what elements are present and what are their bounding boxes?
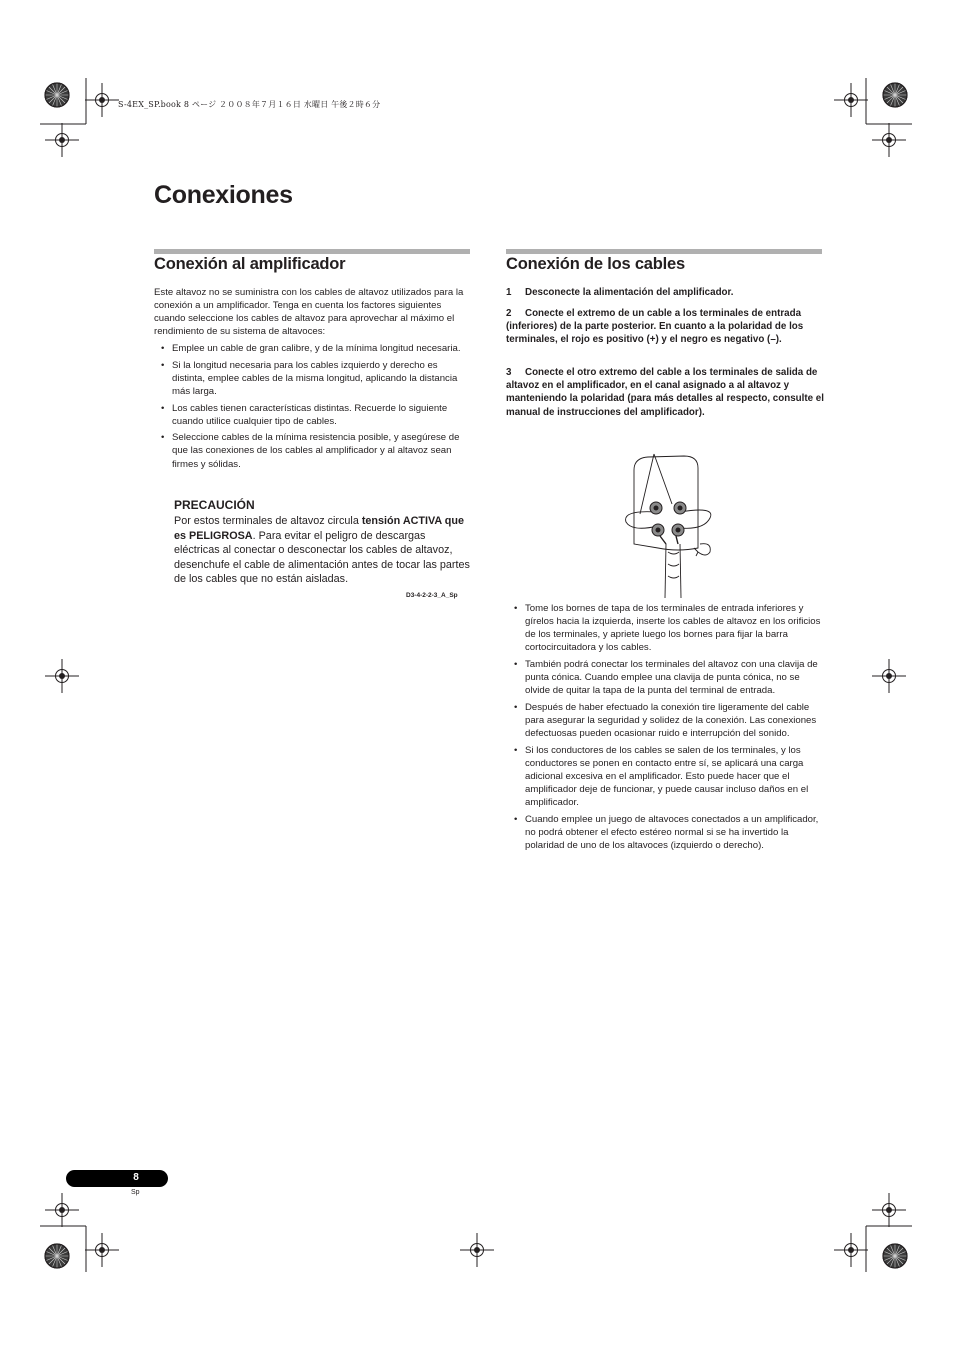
caution-heading: PRECAUCIÓN xyxy=(174,498,255,512)
step-number: 2 xyxy=(506,308,512,319)
page-title: Conexiones xyxy=(154,181,293,209)
list-item: • Los cables tienen características distintas. Recuerde lo siguiente cuando utilice cualquier tipo de cables. xyxy=(154,402,472,428)
list-item: • Emplee un cable de gran calibre, y de la mínima longitud necesaria. xyxy=(154,342,472,355)
step-text: Conecte el extremo de un cable a los terminales de entrada (inferiores) de la parte posterior. En cuanto a la polaridad de los terminales, el rojo es positivo (+) y el negro es negativo (–). xyxy=(506,308,804,346)
step-1 xyxy=(506,286,824,299)
list-item: • Cuando emplee un juego de altavoces conectados a un amplificador, no podrá obtener el efecto estéreo normal si se ha invertido la polaridad de uno de los altavoces (izquierdo o derecho). xyxy=(507,813,825,852)
caution-text xyxy=(174,514,470,587)
section-heading-cables: Conexión de los cables xyxy=(506,255,685,273)
print-header-info: S-4EX_SP.book 8 ページ ２００８年７月１６日 水曜日 午後２時６分 xyxy=(118,100,381,109)
speaker-terminal-illustration xyxy=(618,452,718,598)
list-item: • También podrá conectar los terminales del altavoz con una clavija de punta cónica. Cuando emplee una clavija de punta cónica, no se olvide de quitar la tapa de la punta del terminal de entrada. xyxy=(507,658,825,697)
connection-tips-list xyxy=(507,602,825,856)
page-language-code: Sp xyxy=(131,1189,140,1196)
list-item: • Si los conductores de los cables se salen de los terminales, y los conductores se ponen en contacto entre sí, se aplicará una carga adicional excesiva en el amplificador. Esto puede hacer que el amplificador deje de funcionar, y puede causar incluso daños en el amplificador. xyxy=(507,744,825,809)
step-number: 1 xyxy=(506,287,512,298)
caution-text-part: Por estos terminales de altavoz circula xyxy=(174,515,362,527)
document-code-reference: D3-4-2-2-3_A_Sp xyxy=(406,592,458,599)
list-item: • Si la longitud necesaria para los cables izquierdo y derecho es distinta, emplee cables de la misma longitud, aplicando la distancia más larga. xyxy=(154,359,472,398)
intro-paragraph: Este altavoz no se suministra con los cables de altavoz utilizados para la conexión a un amplificador. Tenga en cuenta los factores siguientes cuando seleccione los cables de altavoz para aprovechar al máximo el rendimiento de su sistema de altavoces: xyxy=(154,287,464,338)
list-item: • Seleccione cables de la mínima resistencia posible, y asegúrese de que las conexiones de los cables al amplificador y al altavoz sean firmes y sólidas. xyxy=(154,431,472,470)
step-text: Conecte el otro extremo del cable a los terminales de salida de altavoz en el amplificador, en el canal asignado a al altavoz y manteniendo la polaridad (para más detalles al respecto, consulte el manual de instrucciones del amplificador). xyxy=(506,367,824,418)
section-divider-left xyxy=(154,249,470,254)
step-2 xyxy=(506,307,824,347)
step-number: 3 xyxy=(506,367,512,378)
list-item: • Después de haber efectuado la conexión tire ligeramente del cable para asegurar la seguridad y solidez de la conexión. Las conexiones defectuosas pueden ocasionar ruido e interrupción del sonido. xyxy=(507,701,825,740)
step-text: Desconecte la alimentación del amplificador. xyxy=(525,287,734,298)
page-number: 8 xyxy=(133,1172,139,1183)
step-3 xyxy=(506,366,824,419)
section-divider-right xyxy=(506,249,822,254)
section-heading-amplifier: Conexión al amplificador xyxy=(154,255,346,273)
amplifier-tips-list xyxy=(154,342,472,474)
list-item: • Tome los bornes de tapa de los terminales de entrada inferiores y gírelos hacia la izquierda, inserte los cables de altavoz en los orificios de los terminales, y apriete luego los bornes para fijar la barra cortocircuitadora y los cables. xyxy=(507,602,825,654)
caution-text-part: . Para evitar el peligro de descargas eléctricas al conectar o desconectar los cables de altavoz, desenchufe el cable de alimentación antes de tocar las partes de los cables que no están aisladas. xyxy=(174,529,470,586)
caution-text-emphasis: tensión ACTIVA que es PELIGROSA xyxy=(174,515,464,542)
